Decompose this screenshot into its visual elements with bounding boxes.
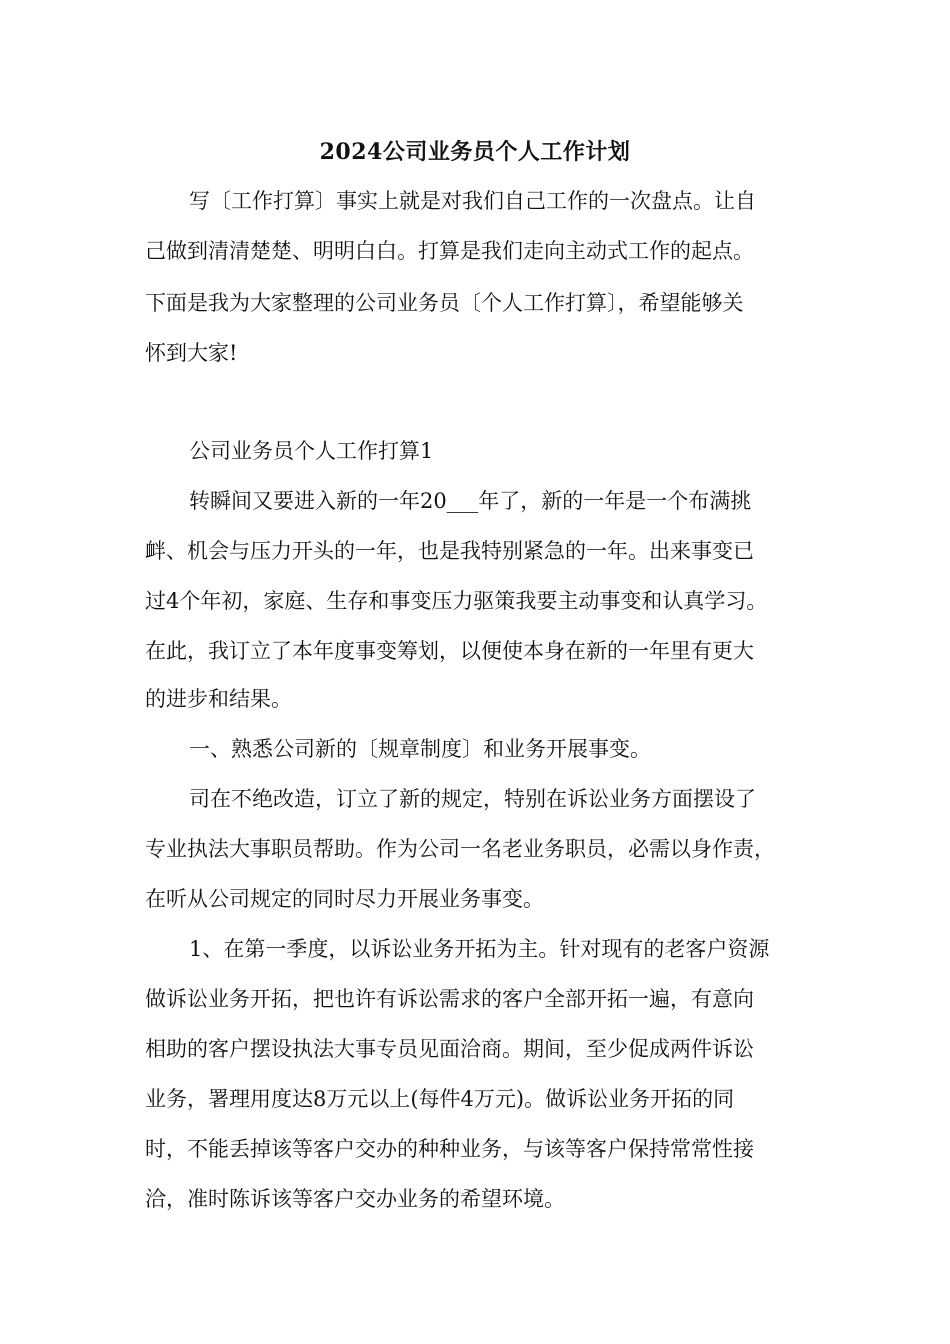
section-heading: 公司业务员个人工作打算1	[189, 439, 434, 463]
para3-line-3: 相助的客户摆设执法大事专员见面洽商。期间，至少促成两件诉讼	[145, 1037, 754, 1061]
point1-heading: 一、熟悉公司新的〔规章制度〕和业务开展事变。	[189, 737, 651, 761]
para3-line-5: 时，不能丢掉该等客户交办的种种业务，与该等客户保持常常性接	[145, 1137, 754, 1161]
para1-line-2: 衅、机会与压力开头的一年，也是我特别紧急的一年。出来事变已	[145, 539, 754, 563]
para1-line-5: 的进步和结果。	[145, 687, 292, 711]
para3-line-1: 1、在第一季度，以诉讼业务开拓为主。针对现有的老客户资源	[189, 937, 770, 961]
intro-line-4: 怀到大家!	[145, 341, 238, 365]
para1-line-1: 转瞬间又要进入新的一年20___年了，新的一年是一个布满挑	[189, 489, 752, 513]
intro-line-1: 写〔工作打算〕事实上就是对我们自己工作的一次盘点。让自	[189, 189, 756, 213]
para3-line-4: 业务，署理用度达8万元以上(每件4万元)。做诉讼业务开拓的同	[145, 1087, 735, 1111]
para3-line-6: 洽，准时陈诉该等客户交办业务的希望环境。	[145, 1187, 565, 1211]
intro-line-3: 下面是我为大家整理的公司业务员〔个人工作打算〕，希望能够关	[145, 291, 744, 315]
document-title: 2024公司业务员个人工作计划	[319, 139, 631, 165]
para2-line-1: 司在不绝改造，订立了新的规定，特别在诉讼业务方面摆设了	[189, 787, 756, 811]
intro-line-2: 己做到清清楚楚、明明白白。打算是我们走向主动式工作的起点。	[145, 239, 754, 263]
para2-line-3: 在听从公司规定的同时尽力开展业务事变。	[145, 887, 544, 911]
para3-line-2: 做诉讼业务开拓，把也许有诉讼需求的客户全部开拓一遍，有意向	[145, 987, 754, 1011]
para2-line-2: 专业执法大事职员帮助。作为公司一名老业务职员，必需以身作责，	[145, 837, 775, 861]
para1-line-4: 在此，我订立了本年度事变筹划，以便使本身在新的一年里有更大	[145, 639, 754, 663]
para1-line-3: 过4个年初，家庭、生存和事变压力驱策我要主动事变和认真学习。	[145, 589, 768, 613]
